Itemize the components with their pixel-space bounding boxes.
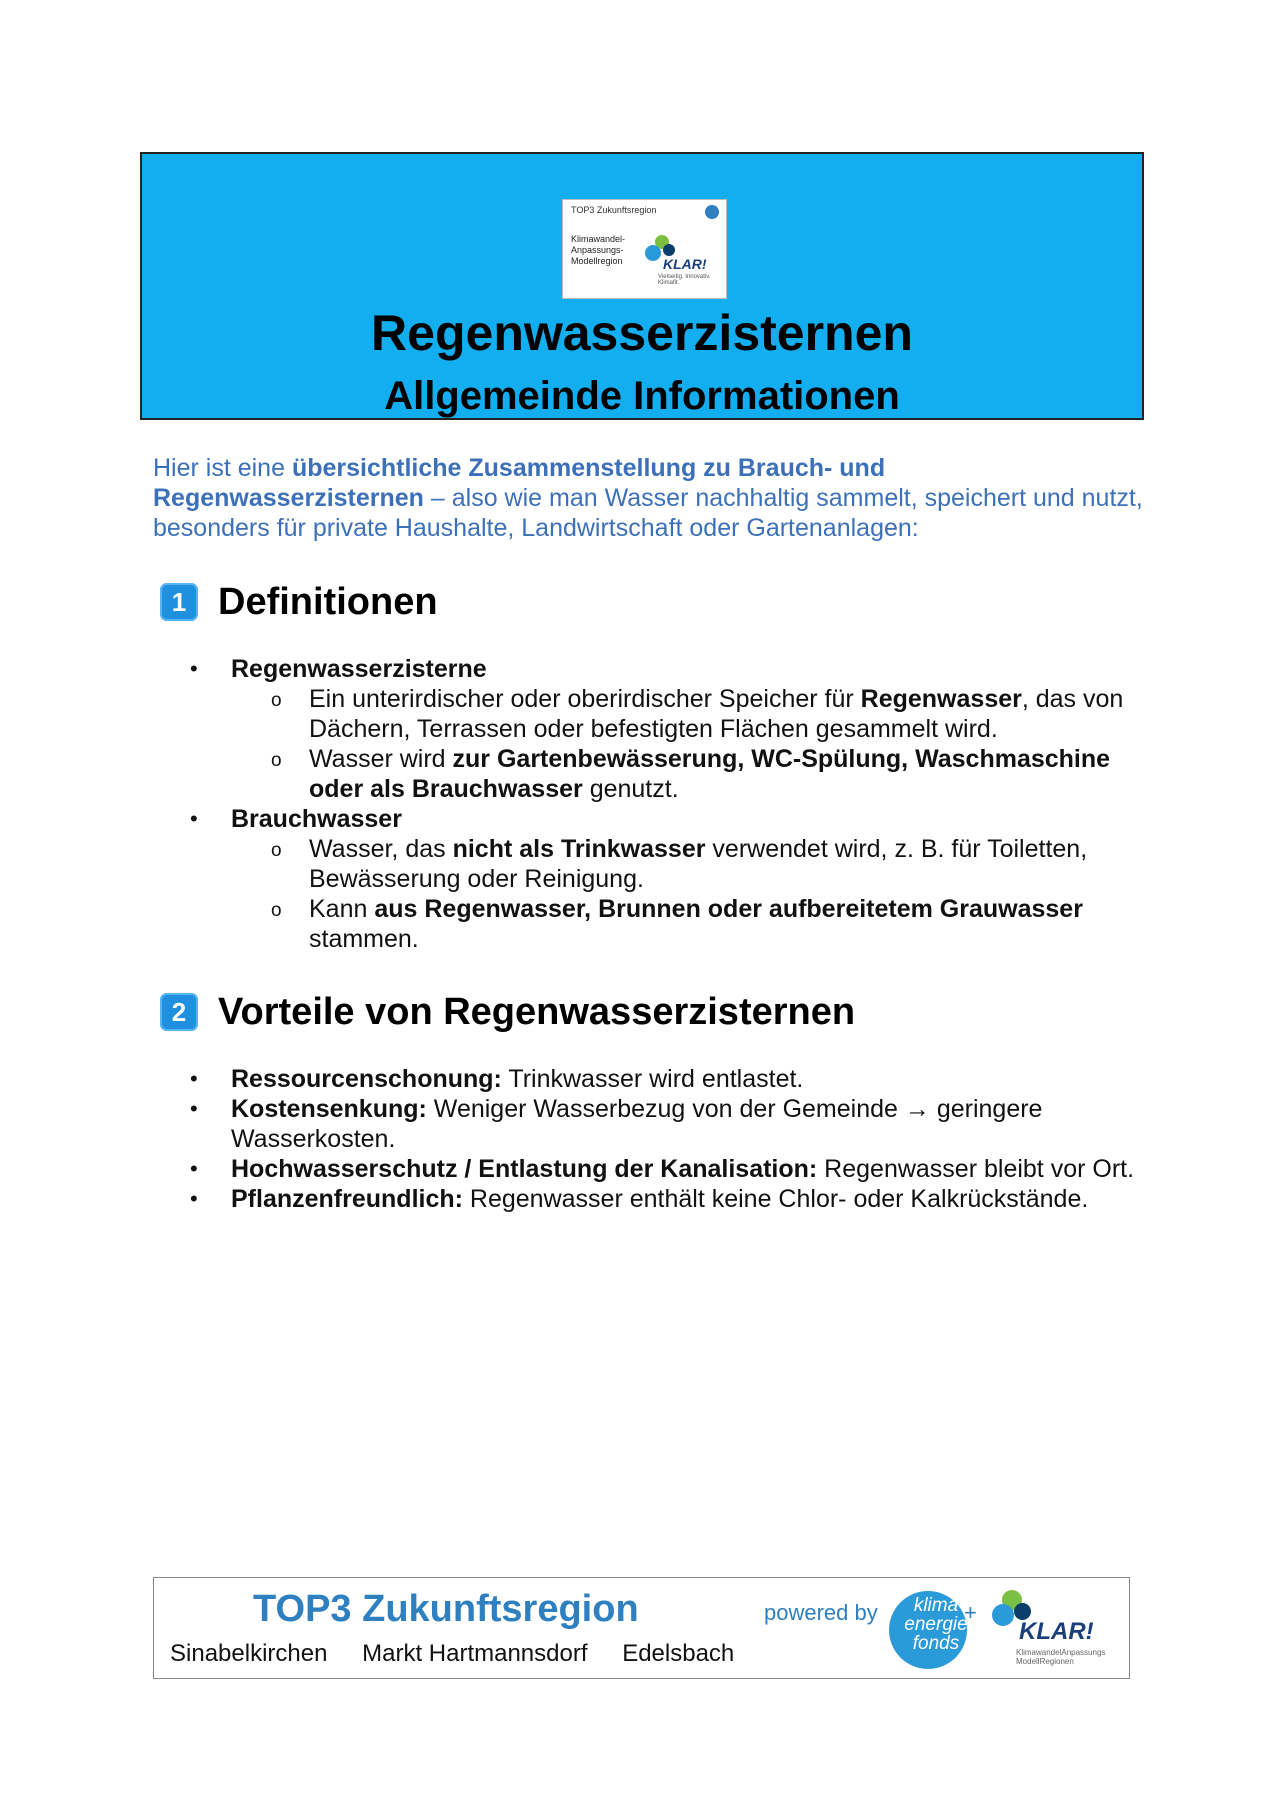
sub-list-item: o Kann aus Regenwasser, Brunnen oder aufbereitetem Grauwasser stammen. <box>190 894 1150 954</box>
list-item: • Pflanzenfreundlich: Regenwasser enthält keine Chlor- oder Kalkrückstände. <box>190 1184 1150 1214</box>
sub-list-item: o Ein unterirdischer oder oberirdischer Speicher für Regenwasser, das von Dächern, Terrassen oder befestigten Flächen gesammelt wird. <box>190 684 1150 744</box>
footer-brand-sub: KlimawandelAnpassungs ModellRegionen <box>1016 1648 1106 1666</box>
footer-towns <box>170 1640 762 1668</box>
intro-paragraph: Hier ist eine übersichtliche Zusammenstellung zu Brauch- und Regenwasserzisternen – also wie man Wasser nachhaltig sammelt, speichert und nutzt, besonders für private Haushalte, Landwirtschaft oder Gartenanlagen: <box>153 454 1143 542</box>
list-item: • Brauchwasser <box>190 804 1150 834</box>
logo-brand: KLAR! <box>663 256 707 272</box>
logo-left-text: Klimawandel- Anpassungs- Modellregion <box>571 234 626 266</box>
powered-by-text: powered by <box>764 1600 878 1625</box>
page-title: Regenwasserzisternen <box>371 305 913 361</box>
sub-list-item: o Wasser wird zur Gartenbewässerung, WC-Spülung, Waschmaschine oder als Brauchwasser genutzt. <box>190 744 1150 804</box>
plus-sign: + <box>964 1600 977 1625</box>
list-item: • Kostensenkung: Weniger Wasserbezug von der Gemeinde → geringere Wasserkosten. <box>190 1094 1150 1154</box>
section-title: Definitionen <box>218 581 438 623</box>
list-item: • Regenwasserzisterne <box>190 654 1150 684</box>
town-name: Markt Hartmannsdorf <box>362 1640 588 1667</box>
klima-energie-fonds-text: klima energie fonds <box>904 1595 968 1654</box>
section-heading-1 <box>160 582 438 622</box>
list-item: • Hochwasserschutz / Entlastung der Kanalisation: Regenwasser bleibt vor Ort. <box>190 1154 1150 1184</box>
sub-list-item: o Wasser, das nicht als Trinkwasser verwendet wird, z. B. für Toiletten, Bewässerung oder Reinigung. <box>190 834 1150 894</box>
globe-icon <box>705 205 719 219</box>
benefits-list <box>190 1064 1150 1214</box>
page-subtitle: Allgemeinde Informationen <box>384 374 900 418</box>
logo-top-text: TOP3 Zukunftsregion <box>571 205 657 215</box>
klar-logo-card <box>562 199 727 299</box>
list-item: • Ressourcenschonung: Trinkwasser wird entlastet. <box>190 1064 1150 1094</box>
intro-bold: übersichtliche Zusammenstellung zu Brauch- und Regenwasserzisternen <box>153 454 886 512</box>
number-two-icon: 2 <box>160 993 198 1031</box>
section-title: Vorteile von Regenwasserzisternen <box>218 991 856 1033</box>
header-banner <box>140 152 1144 420</box>
town-name: Sinabelkirchen <box>170 1640 328 1667</box>
definitions-list <box>190 654 1150 954</box>
footer-banner <box>153 1577 1130 1679</box>
footer-title: TOP3 Zukunftsregion <box>253 1588 639 1630</box>
footer-brand: KLAR! <box>1019 1618 1094 1645</box>
section-heading-2 <box>160 992 855 1032</box>
town-name: Edelsbach <box>622 1640 735 1667</box>
logo-brand-sub: Vielseitig. Innovativ. Klimafit. <box>658 274 711 286</box>
number-one-icon: 1 <box>160 583 198 621</box>
